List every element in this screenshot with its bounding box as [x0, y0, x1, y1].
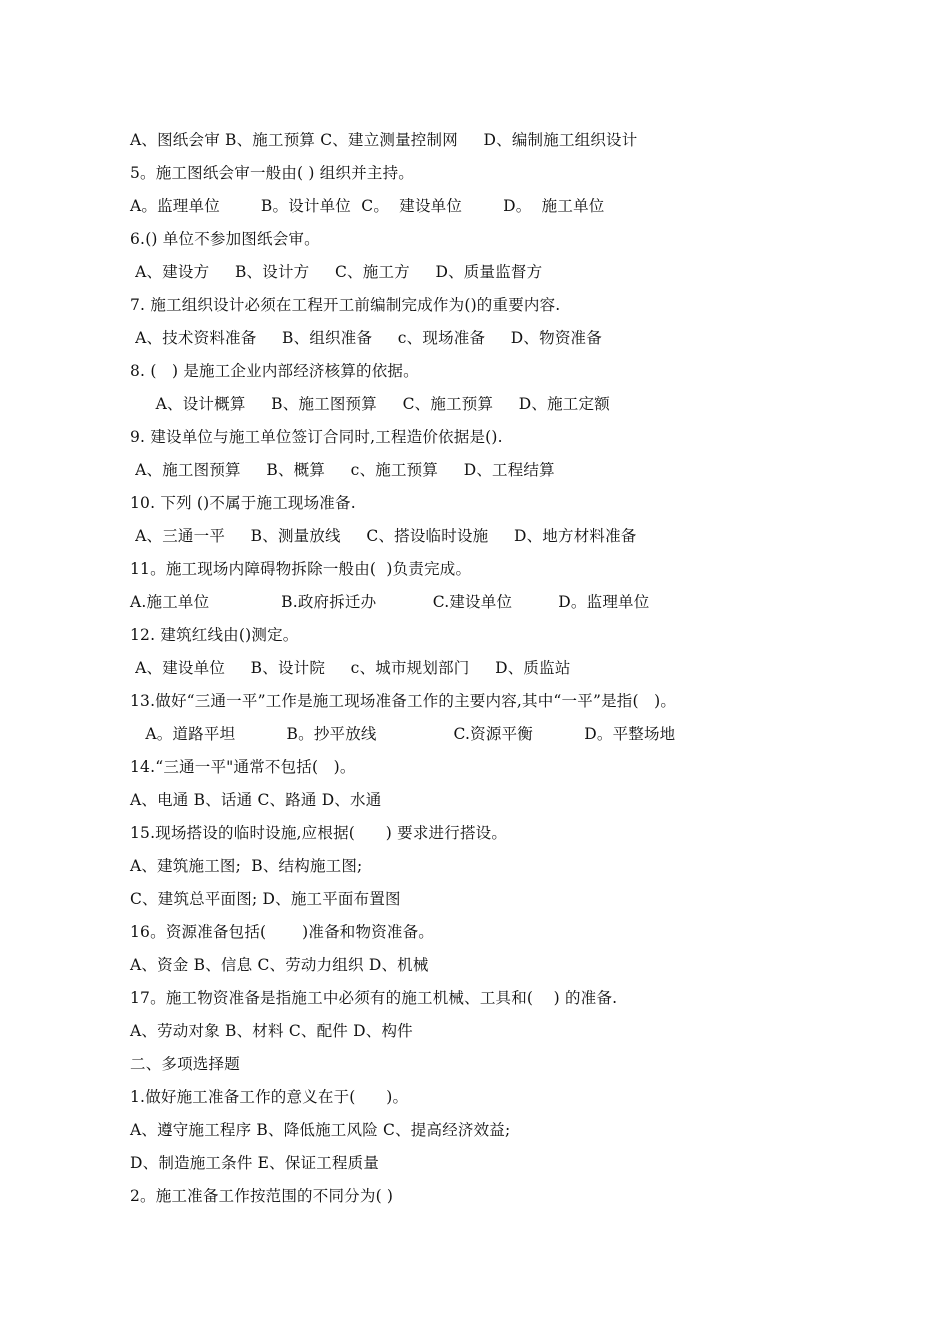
text-line: 12. 建筑红线由()测定。 [130, 626, 299, 644]
text-line: 10. 下列 ()不属于施工现场准备. [130, 494, 356, 512]
text-line: 13.做好“三通一平”工作是施工现场准备工作的主要内容,其中“一平”是指( )。 [130, 692, 677, 710]
text-line: 15.现场搭设的临时设施,应根据( ) 要求进行搭设。 [130, 824, 508, 842]
text-line: A、施工图预算 B、概算 c、施工预算 D、工程结算 [130, 461, 555, 479]
text-line: 5。施工图纸会审一般由( ) 组织并主持。 [130, 164, 415, 182]
text-line: 9. 建设单位与施工单位签订合同时,工程造价依据是(). [130, 428, 503, 446]
text-line: 7. 施工组织设计必须在工程开工前编制完成作为()的重要内容. [130, 296, 561, 314]
text-line: A。道路平坦 B。抄平放线 C.资源平衡 D。平整场地 [130, 725, 676, 743]
text-line: C、建筑总平面图; D、施工平面布置图 [130, 890, 401, 908]
text-line: A、劳动对象 B、材料 C、配件 D、构件 [130, 1022, 413, 1040]
text-line: A、建筑施工图; B、结构施工图; [130, 857, 363, 875]
text-line: A、建设方 B、设计方 C、施工方 D、质量监督方 [130, 263, 543, 281]
text-line: 16。资源准备包括( )准备和物资准备。 [130, 923, 435, 941]
text-line: A、建设单位 B、设计院 c、城市规划部门 D、质监站 [130, 659, 571, 677]
text-line: A、技术资料准备 B、组织准备 c、现场准备 D、物资准备 [130, 329, 602, 347]
text-line: 14.“三通一平"通常不包括( )。 [130, 758, 356, 776]
text-line: A、图纸会审 B、施工预算 C、建立测量控制网 D、编制施工组织设计 [130, 131, 638, 149]
text-line: 11。施工现场内障碍物拆除一般由( )负责完成。 [130, 560, 472, 578]
text-line: 17。施工物资准备是指施工中必须有的施工机械、工具和( ) 的准备. [130, 989, 618, 1007]
text-line: A、资金 B、信息 C、劳动力组织 D、机械 [130, 956, 429, 974]
text-line: A、设计概算 B、施工图预算 C、施工预算 D、施工定额 [130, 395, 610, 413]
text-line: 1.做好施工准备工作的意义在于( )。 [130, 1088, 409, 1106]
section-heading: 二、多项选择题 [130, 1055, 240, 1073]
text-line: A。监理单位 B。设计单位 C。 建设单位 D。 施工单位 [130, 197, 605, 215]
text-line: 2。施工准备工作按范围的不同分为( ) [130, 1187, 394, 1205]
text-line: 8. ( ) 是施工企业内部经济核算的依据。 [130, 362, 419, 380]
text-line: A、遵守施工程序 B、降低施工风险 C、提高经济效益; [130, 1121, 511, 1139]
text-line: D、制造施工条件 E、保证工程质量 [130, 1154, 380, 1172]
text-line: A、电通 B、话通 C、路通 D、水通 [130, 791, 382, 809]
text-line: 6.() 单位不参加图纸会审。 [130, 230, 320, 248]
text-line: A、三通一平 B、测量放线 C、搭设临时设施 D、地方材料准备 [130, 527, 637, 545]
text-line: A.施工单位 B.政府拆迁办 C.建设单位 D。监理单位 [130, 593, 650, 611]
